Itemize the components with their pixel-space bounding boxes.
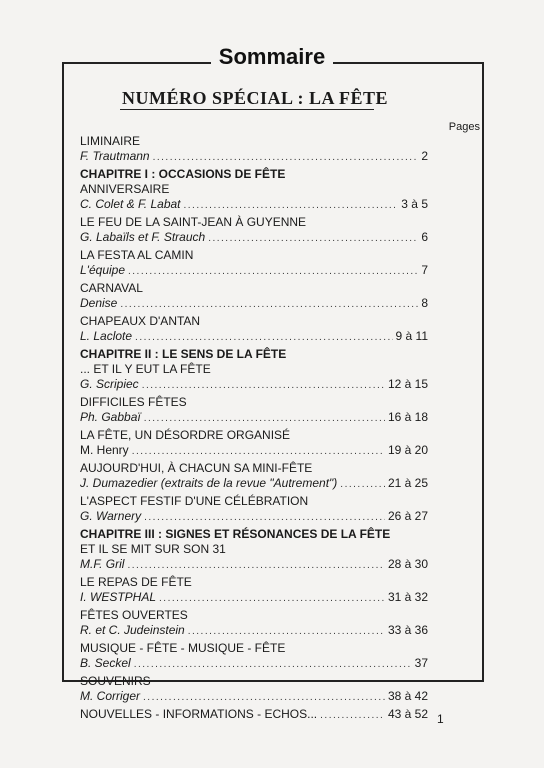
pages-column-label: Pages [448, 121, 480, 133]
dot-leader [184, 198, 399, 213]
entry-title: LE FEU DE LA SAINT-JEAN À GUYENNE [80, 215, 307, 229]
dot-leader [159, 591, 385, 606]
dot-leader [143, 690, 385, 705]
entry-author: M. Corriger [80, 689, 141, 703]
entry-title: NOUVELLES - INFORMATIONS - ECHOS... [80, 707, 318, 721]
toc-entry [80, 248, 428, 278]
dot-leader [340, 477, 385, 492]
subtitle: NUMÉRO SPÉCIAL : LA FÊTE [122, 88, 389, 108]
dot-leader [142, 378, 385, 393]
page-number: 1 [437, 712, 444, 726]
toc-entry [80, 281, 428, 311]
entry-author: G. Scripiec [80, 377, 139, 391]
entry-author: F. Trautmann [80, 149, 150, 163]
entry-author-line [80, 377, 428, 392]
entry-author: L'équipe [80, 263, 125, 277]
entry-author-line [80, 509, 428, 524]
entry-title: AUJOURD'HUI, À CHACUN SA MINI-FÊTE [80, 461, 313, 475]
entry-pages: 6 [421, 230, 428, 244]
entry-title: LE REPAS DE FÊTE [80, 575, 192, 589]
table-of-contents [80, 134, 428, 722]
dot-leader [144, 411, 385, 426]
entry-title: ANNIVERSAIRE [80, 182, 170, 196]
toc-entry [80, 314, 428, 344]
page-title-wrap [0, 44, 544, 70]
entry-author: M.F. Gril [80, 557, 125, 571]
entry-author-line [80, 149, 428, 164]
entry-pages: 28 à 30 [387, 557, 428, 571]
entry-author: G. Warnery [80, 509, 142, 523]
entry-author-line [80, 443, 428, 458]
entry-pages: 26 à 27 [387, 509, 428, 523]
toc-entry [80, 395, 428, 425]
entry-pages: 31 à 32 [387, 590, 428, 604]
entry-pages: 9 à 11 [395, 329, 428, 343]
dot-leader [132, 444, 385, 459]
entry-author: C. Colet & F. Labat [80, 197, 181, 211]
dot-leader [144, 510, 385, 525]
entry-pages: 19 à 20 [387, 443, 428, 457]
dot-leader [135, 330, 392, 345]
dot-leader [134, 657, 412, 672]
entry-pages: 2 [421, 149, 428, 163]
entry-pages: 12 à 15 [387, 377, 428, 391]
entry-author: M. Henry [80, 443, 129, 457]
entry-title: LIMINAIRE [80, 134, 141, 148]
toc-entry [80, 362, 428, 392]
entry-title: MUSIQUE - FÊTE - MUSIQUE - FÊTE [80, 641, 286, 655]
entry-title: SOUVENIRS [80, 674, 151, 688]
dot-leader [188, 624, 385, 639]
entry-pages: 38 à 42 [387, 689, 428, 703]
entry-author: J. Dumazedier (extraits de la revue "Autrement") [80, 476, 338, 490]
entry-author: L. Laclote [80, 329, 133, 343]
toc-entry [80, 641, 428, 671]
toc-entry [80, 674, 428, 704]
page-title: Sommaire [211, 44, 333, 69]
entry-title: CARNAVAL [80, 281, 143, 295]
entry-title: CHAPEAUX D'ANTAN [80, 314, 201, 328]
toc-entry [80, 215, 428, 245]
chapter-heading: CHAPITRE I : OCCASIONS DE FÊTE [80, 167, 286, 181]
toc-entry [80, 494, 428, 524]
toc-entry [80, 461, 428, 491]
entry-author: G. Labaïls et F. Strauch [80, 230, 206, 244]
entry-author: Ph. Gabbaï [80, 410, 141, 424]
entry-author-line [80, 476, 428, 491]
chapter-heading: CHAPITRE III : SIGNES ET RÉSONANCES DE LA FÊTE [80, 527, 391, 541]
entry-author-line [80, 263, 428, 278]
dot-leader [153, 150, 419, 165]
entry-author: Denise [80, 296, 118, 310]
subtitle-underline [120, 109, 374, 110]
entry-author-line [80, 623, 428, 638]
entry-author: R. et C. Judeinstein [80, 623, 185, 637]
entry-title: ET IL SE MIT SUR SON 31 [80, 542, 226, 556]
entry-author-line [80, 296, 428, 311]
entry-author-line [80, 329, 428, 344]
toc-entry [80, 575, 428, 605]
toc-entry [80, 608, 428, 638]
entry-author-line [80, 557, 428, 572]
toc-entry [80, 134, 428, 164]
entry-title: LA FÊTE, UN DÉSORDRE ORGANISÉ [80, 428, 291, 442]
toc-entry [80, 182, 428, 212]
entry-title: L'ASPECT FESTIF D'UNE CÉLÉBRATION [80, 494, 309, 508]
entry-title: DIFFICILES FÊTES [80, 395, 187, 409]
dot-leader [320, 708, 385, 723]
entry-author: I. WESTPHAL [80, 590, 157, 604]
entry-pages: 16 à 18 [387, 410, 428, 424]
dot-leader [208, 231, 418, 246]
entry-author-line [80, 689, 428, 704]
entry-author-line [80, 197, 428, 212]
chapter-heading: CHAPITRE II : LE SENS DE LA FÊTE [80, 347, 287, 361]
entry-pages: 3 à 5 [401, 197, 428, 211]
toc-entry [80, 707, 428, 722]
entry-author-line [80, 656, 428, 671]
dot-leader [128, 264, 418, 279]
entry-pages: 43 à 52 [387, 707, 428, 721]
entry-pages: 37 [414, 656, 428, 670]
entry-author-line [80, 590, 428, 605]
entry-pages: 33 à 36 [387, 623, 428, 637]
entry-pages: 21 à 25 [387, 476, 428, 490]
dot-leader [120, 297, 418, 312]
dot-leader [127, 558, 385, 573]
entry-pages: 8 [421, 296, 428, 310]
entry-title: FÊTES OUVERTES [80, 608, 188, 622]
entry-title: ... ET IL Y EUT LA FÊTE [80, 362, 211, 376]
entry-author: B. Seckel [80, 656, 131, 670]
entry-author-line [80, 230, 428, 245]
entry-pages: 7 [421, 263, 428, 277]
entry-title: LA FESTA AL CAMIN [80, 248, 194, 262]
toc-entry [80, 542, 428, 572]
entry-author-line [80, 410, 428, 425]
toc-entry [80, 428, 428, 458]
